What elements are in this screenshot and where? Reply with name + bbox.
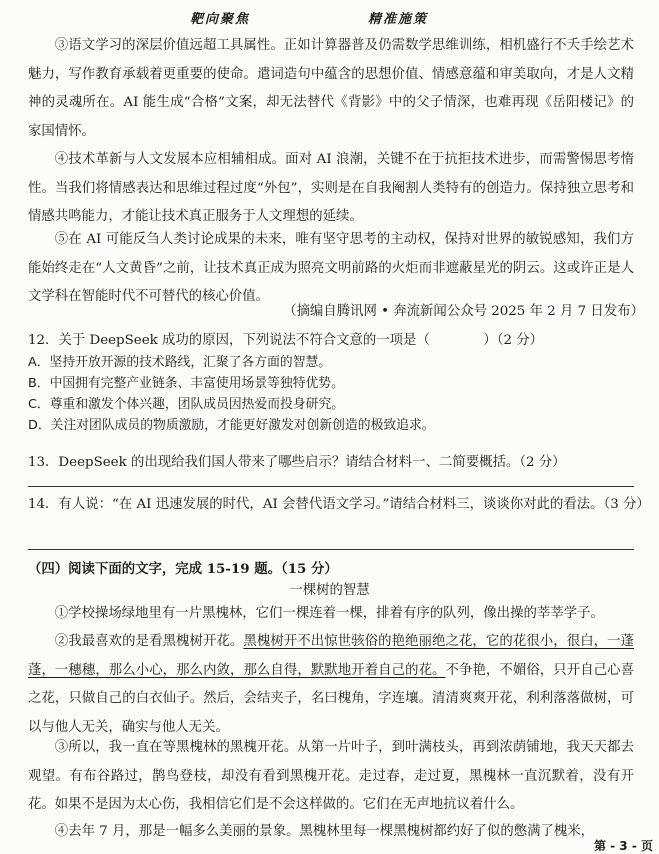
story-paragraph-3: ③所以，我一直在等黑槐林的黑槐开花。从第一片叶子，到叶满枝头，再到浓荫铺地，我天天都去观望。有布谷路过，鹊鸟登枝，却没有看到黑槐开花。走过春，走过夏，黑槐林一直沉默着，没有开花。如果不是因为太心伤，我相信它们是不会这样做的。它们在无声地抗议着什么。 <box>28 740 634 812</box>
page-header <box>0 4 659 30</box>
question-12-option-b: B．中国拥有完整产业链条、丰富使用场景等独特优势。 <box>28 376 344 391</box>
question-12-stem: 12．关于 DeepSeek 成功的原因，下列说法不符合文意的一项是（ ）（2 分） <box>28 333 544 348</box>
story-title: 一棵树的智慧 <box>289 583 370 598</box>
question-12-option-d: D．关注对团队成员的物质激励，才能更好激发对创新创造的极致追求。 <box>28 418 435 433</box>
page-number: 第 - 3 - 页 <box>593 839 653 853</box>
paragraph-3: ③语文学习的深层价值远超工具属性。正如计算器普及仍需数学思维训练，相机盛行不夭手绘艺术魅力，写作教育承载着更重要的使命。遣词造句中蕴含的思想价值、情感意蕴和审美取向，才是人文精神的灵魂所在。AI 能生成“合格”文案，却无法替代《背影》中的父子情深，也难再现《岳阳楼记》的家国情怀。 <box>28 38 634 139</box>
answer-line-13 <box>28 486 634 487</box>
paragraph-5: ⑤在 AI 可能反刍人类讨论成果的未来，唯有坚守思考的主动权，保持对世界的敏锐感知，我们方能始终走在“人文黄昏”之前，让技术真正成为照亮文明前路的火炬而非遮蔽星光的阴云。这或许正是人文学科在智能时代不可替代的核心价值。 <box>28 232 634 304</box>
story-paragraph-2-lead: ②我最喜欢的是看黑槐树开花。 <box>54 634 244 649</box>
question-12-option-a: A．坚持开放开源的技术路线，汇聚了各方面的智慧。 <box>28 355 332 370</box>
story-paragraph-2-tail: 不争艳，不媚俗，只开自己心喜之花，只做自己的白衣仙子。然后，会结夹子，名曰槐角，字连壤。清清爽爽开花，利利落落做树，可以与他人无关，确实与他人无关。 <box>28 662 635 735</box>
question-14: 14．有人说：“在 AI 迅速发展的时代，AI 会替代语文学习。”请结合材料三，谈谈你对此的看法。（3 分） <box>28 497 650 512</box>
story-paragraph-2 <box>28 628 634 742</box>
question-13: 13．DeepSeek 的出现给我们国人带来了哪些启示？请结合材料一、二简要概括。（2 分） <box>28 455 566 470</box>
answer-line-14 <box>28 549 634 550</box>
header-slogan-right: 精准施策 <box>368 12 429 27</box>
article-source: （摘编自腾讯网 • 奔流新闻公众号 2025 年 2 月 7 日发布） <box>283 304 644 319</box>
header-slogan-left: 靶向聚焦 <box>190 12 251 27</box>
story-paragraph-4: ④去年 7 月，那是一幅多么美丽的景象。黑槐林里每一棵黑槐树都约好了似的憋满了槐米， <box>54 824 595 839</box>
paragraph-4: ④技术革新与人文发展本应相辅相成。面对 AI 浪潮，关键不在于抗拒技术进步，而需警惕思考惰性。当我们将情感表达和思维过程过度“外包”，实则是在自我阉割人类特有的创造力。保持独立思考和情感共鸣能力，才能让技术真正服务于人文理想的延续。 <box>28 152 634 224</box>
underlined-sentence: 黑槐树开不出惊世骇俗的艳绝丽绝之花，它的花很小，很白，一蓬蓬，一穗穗，那么小心，那么内敛，那么自得，默默地开着自己的花。 <box>28 634 635 678</box>
section-4-heading: （四）阅读下面的文字，完成 15-19 题。（15 分） <box>28 561 338 577</box>
story-paragraph-1: ①学校操场绿地里有一片黑槐林，它们一棵连着一棵，排着有序的队列，像出操的莘莘学子。 <box>54 606 604 621</box>
question-12-option-c: C．尊重和激发个体兴趣，团队成员因热爱而投身研究。 <box>28 397 345 412</box>
